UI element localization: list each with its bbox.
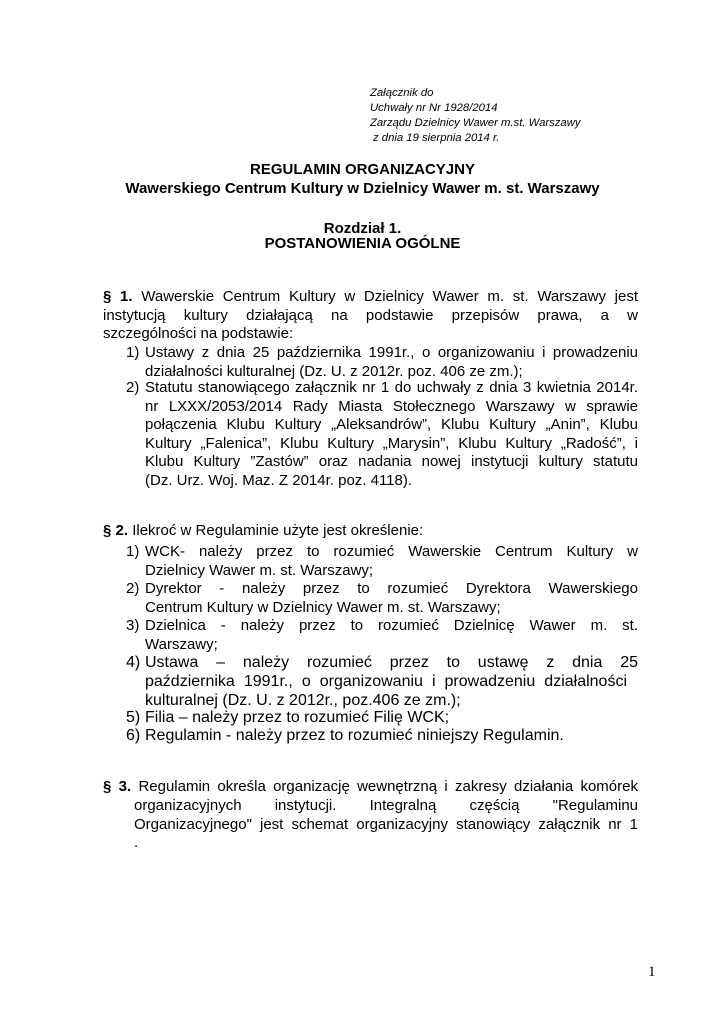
section-text: Organizacyjnego" jest schemat organizacyjny stanowiący załącznik nr 1 xyxy=(134,815,638,833)
annex-line: z dnia 19 sierpnia 2014 r. xyxy=(373,132,500,144)
section-text: szczególności na podstawie: xyxy=(103,325,294,342)
item-text: Klubu Kultury ”Zastów” oraz nadania nowej instytucji kultury statutu xyxy=(145,453,638,470)
item-text: Dyrektor - należy przez to rozumieć Dyrektora Wawerskiego xyxy=(145,580,638,597)
item-number: 6) xyxy=(126,727,141,744)
item-number: 2) xyxy=(126,379,140,396)
item-text: Dzielnicy Wawer m. st. Warszawy; xyxy=(145,561,374,579)
item-number: 1) xyxy=(126,344,140,361)
item-text: Kultury „Falenica”, Klubu Kultury „Marysin”, Klubu Kultury „Radość”, i xyxy=(145,434,638,452)
section-mark: § 2. xyxy=(103,522,129,539)
item-text: Ustawa – należy rozumieć przez to ustawę z dnia 25 xyxy=(145,654,638,671)
section-3 xyxy=(103,778,638,797)
document-title: REGULAMIN ORGANIZACYJNY xyxy=(249,161,475,178)
section-mark: § 3. xyxy=(103,778,132,795)
annex-line: Uchwały nr Nr 1928/2014 xyxy=(370,102,498,114)
chapter-name: POSTANOWIENIA OGÓLNE xyxy=(264,235,461,252)
section-3-continuation xyxy=(134,797,638,853)
section-text: . xyxy=(134,834,139,851)
section-text: organizacyjnych instytucji. Integralną częścią "Regulaminu xyxy=(134,797,638,814)
annex-line: Zarządu Dzielnicy Wawer m.st. Warszawy xyxy=(370,117,581,129)
section-text: Wawerskie Centrum Kultury w Dzielnicy Wawer m. st. Warszawy jest xyxy=(141,288,638,305)
item-number: 5) xyxy=(126,709,141,726)
item-text: Warszawy; xyxy=(145,635,218,653)
section-mark: § 1. xyxy=(103,288,133,305)
section-text: instytucją kultury działającą na podstawie przepisów prawa, a w xyxy=(103,306,638,324)
item-text: nr LXXX/2053/2014 Rady Miasta Stołecznego Warszawy w sprawie xyxy=(145,397,638,415)
section-2 xyxy=(103,522,638,541)
item-text: Filia – należy przez to rozumieć Filię WCK; xyxy=(145,709,450,726)
item-text: Regulamin - należy przez to rozumieć niniejszy Regulamin. xyxy=(145,727,564,744)
document-subtitle: Wawerskiego Centrum Kultury w Dzielnicy Wawer m. st. Warszawy xyxy=(125,180,600,197)
item-number: 1) xyxy=(126,543,140,560)
item-text: Dzielnica - należy przez to rozumieć Dzielnicę Wawer m. st. xyxy=(145,617,638,634)
item-text: października 1991r., o organizowaniu i prowadzeniu działalności xyxy=(145,673,627,690)
item-text: Ustawy z dnia 25 października 1991r., o organizowaniu i prowadzeniu xyxy=(145,344,638,361)
item-number: 2) xyxy=(126,580,140,597)
item-number: 4) xyxy=(126,654,141,671)
section-text: Regulamin określa organizację wewnętrzną i zakresy działania komórek xyxy=(138,778,638,795)
section-1 xyxy=(103,288,638,344)
item-text: WCK- należy przez to rozumieć Wawerskie Centrum Kultury w xyxy=(145,543,638,560)
item-text: Centrum Kultury w Dzielnicy Wawer m. st. Warszawy; xyxy=(145,598,501,616)
item-text: Statutu stanowiącego załącznik nr 1 do uchwały z dnia 3 kwietnia 2014r. xyxy=(145,379,638,396)
page-number: 1 xyxy=(648,964,656,980)
item-text: działalności kulturalnej (Dz. U. z 2012r. poz. 406 ze zm.); xyxy=(145,362,523,380)
item-text: (Dz. Urz. Woj. Maz. Z 2014r. poz. 4118). xyxy=(145,471,413,489)
section-text: Ilekroć w Regulaminie użyte jest określenie: xyxy=(132,522,424,539)
chapter-number: Rozdział 1. xyxy=(323,220,402,237)
item-text: kulturalnej (Dz. U. z 2012r., poz.406 ze zm.); xyxy=(145,692,461,709)
item-text: połączenia Klubu Kultury „Aleksandrów”, Klubu Kultury „Anin”, Klubu xyxy=(145,416,638,433)
item-number: 3) xyxy=(126,617,140,634)
annex-note xyxy=(370,86,670,146)
annex-line: Załącznik do xyxy=(370,87,434,99)
